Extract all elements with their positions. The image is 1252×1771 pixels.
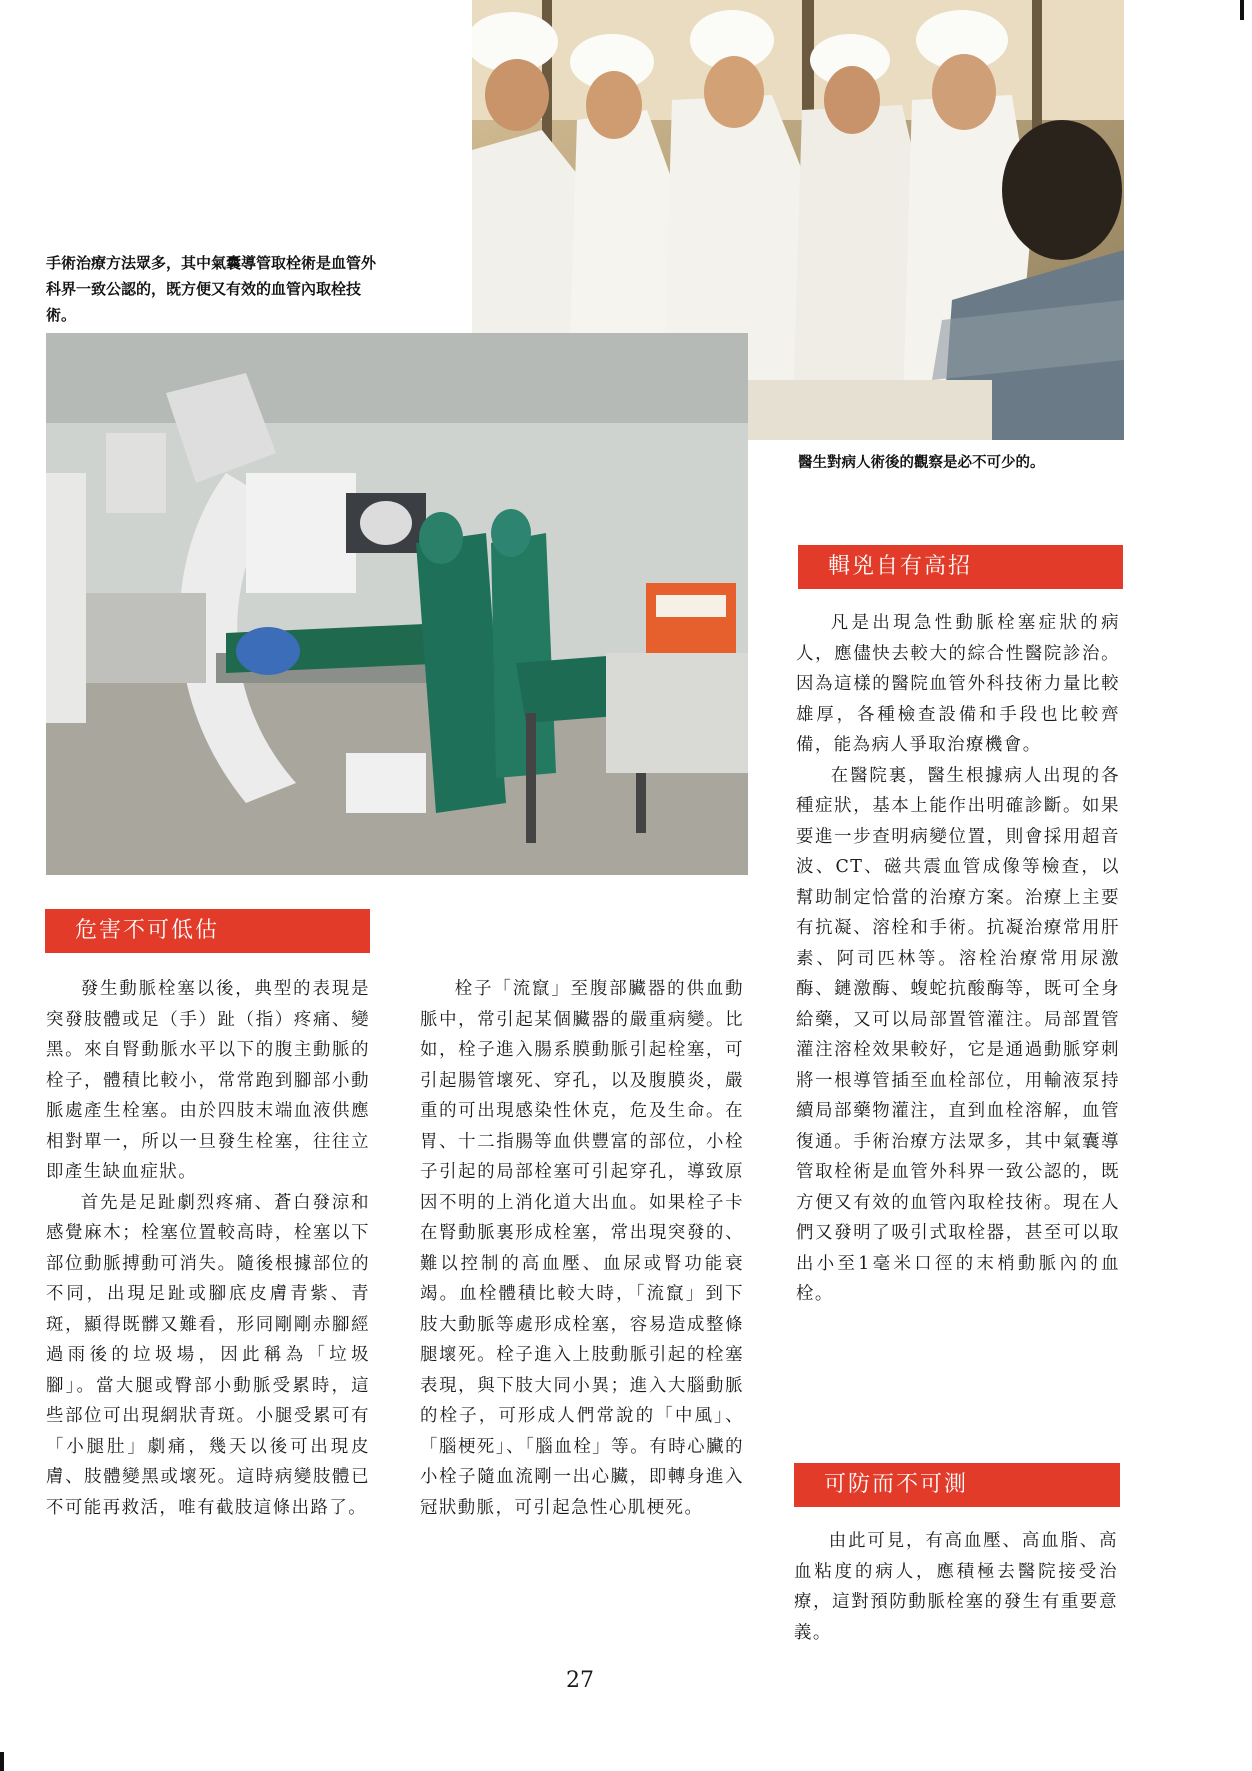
section-heading-treatment: 輯兇自有高招	[798, 545, 1123, 589]
paragraph: 發生動脈栓塞以後，典型的表現是突發肢體或足（手）趾（指）疼痛、變黑。來自腎動脈水平以下的腹主動脈的栓子，體積比較小，常常跑到腳部小動脈處產生栓塞。由於四肢末端血液供應相對單一，所以一旦發生栓塞，往往立即產生缺血症狀。	[46, 979, 370, 1182]
paragraph: 由此可見，有高血壓、高血脂、高血粘度的病人，應積極去醫院接受治療，這對預防動脈栓塞的發生有重要意義。	[794, 1531, 1118, 1643]
paragraph: 栓子「流竄」至腹部臟器的供血動脈中，常引起某個臟器的嚴重病變。比如，栓子進入腸系膜動脈引起栓塞，可引起腸管壞死、穿孔，以及腹膜炎，嚴重的可出現感染性休克，危及生命。在胃、十二指腸等血供豐富的部位，小栓子引起的局部栓塞可引起穿孔，導致原因不明的上消化道大出血。如果栓子卡在腎動脈裏形成栓塞，常出現突發的、難以控制的高血壓、血尿或腎功能衰竭。血栓體積比較大時，「流竄」到下肢大動脈等處形成栓塞，容易造成整條腿壞死。栓子進入上肢動脈引起的栓塞表現，與下肢大同小異；進入大腦動脈的栓子，可形成人們常說的「中風」、「腦梗死」、「腦血栓」等。有時心臟的小栓子隨血流剛一出心臟，即轉身進入冠狀動脈，可引起急性心肌梗死。	[420, 979, 744, 1518]
scan-corner-mark-top	[1240, 0, 1244, 20]
article-column-3-upper	[796, 608, 1120, 1310]
article-column-2	[420, 974, 744, 1523]
paragraph: 凡是出現急性動脈栓塞症狀的病人，應儘快去較大的綜合性醫院診治。因為這樣的醫院血管外科技術力量比較雄厚，各種檢查設備和手段也比較齊備，能為病人爭取治療機會。	[796, 613, 1120, 755]
section-heading-harm: 危害不可低估	[45, 909, 370, 953]
scan-corner-mark-bottom	[0, 1752, 4, 1771]
section-heading-prevention: 可防而不可測	[794, 1463, 1120, 1507]
paragraph: 在醫院裏，醫生根據病人出現的各種症狀，基本上能作出明確診斷。如果要進一步查明病變位置，則會採用超音波、CT、磁共震血管成像等檢查，以幫助制定恰當的治療方案。治療上主要有抗凝、溶栓和手術。抗凝治療常用肝素、阿司匹林等。溶栓治療常用尿激酶、鏈激酶、蝮蛇抗酸酶等，既可全身給藥，又可以局部置管灌注。局部置管灌注溶栓效果較好，它是通過動脈穿刺將一根導管插至血栓部位，用輸液泵持續局部藥物灌注，直到血栓溶解，血管復通。手術治療方法眾多，其中氣囊導管取栓術是血管外科界一致公認的，既方便又有效的血管內取栓技術。現在人們又發明了吸引式取栓器，甚至可以取出小至1毫米口徑的末梢動脈內的血栓。	[796, 765, 1120, 1304]
page-number: 27	[566, 1668, 594, 1693]
paragraph: 首先是足趾劇烈疼痛、蒼白發涼和感覺麻木；栓塞位置較高時，栓塞以下部位動脈搏動可消失。隨後根據部位的不同，出現足趾或腳底皮膚青紫、青斑，顯得既髒又難看，形同剛剛赤腳經過雨後的垃圾場，因此稱為「垃圾腳」。當大腿或臀部小動脈受累時，這些部位可出現網狀青斑。小腿受累可有「小腿肚」劇痛，幾天以後可出現皮膚、肢體變黑或壞死。這時病變肢體已不可能再救活，唯有截肢這條出路了。	[46, 1192, 370, 1518]
article-column-1	[46, 974, 370, 1523]
article-column-3-lower	[794, 1526, 1118, 1648]
caption-operating-photo: 手術治療方法眾多，其中氣囊導管取栓術是血管外科界一致公認的，既方便又有效的血管內取栓技術。	[46, 254, 377, 324]
caption-doctors-photo: 醫生對病人術後的觀察是必不可少的。	[798, 455, 1045, 471]
operating-room-illustration	[46, 333, 748, 875]
photo-operating-room	[46, 333, 748, 875]
